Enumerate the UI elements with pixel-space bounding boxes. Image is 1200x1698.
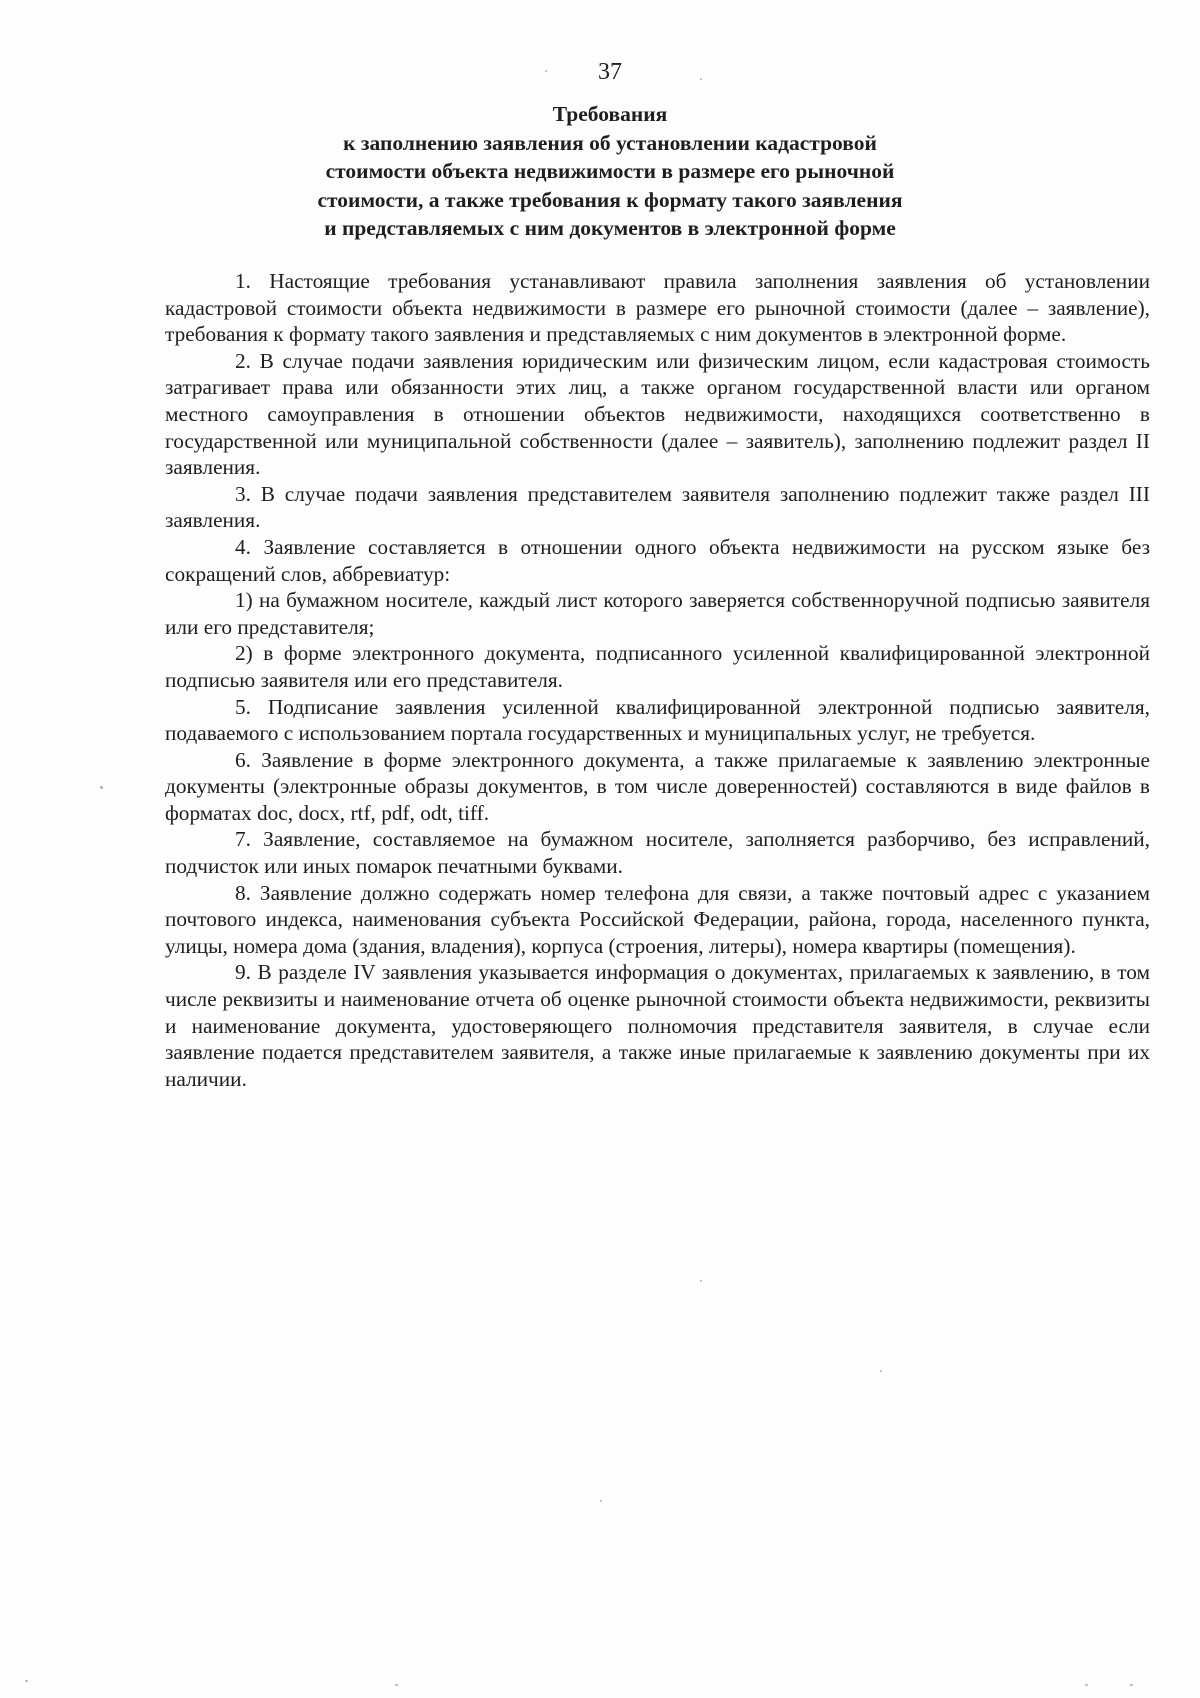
page-number: 37: [598, 59, 622, 85]
scan-speck: [880, 1370, 882, 1372]
paragraph-3: 3. В случае подачи заявления представителем заявителя заполнению подлежит также раздел III заявления.: [165, 481, 1150, 533]
title-line: к заполнению заявления об установлении кадастровой: [343, 130, 877, 155]
scan-speck: [1130, 1684, 1133, 1686]
document-title: [180, 100, 1040, 243]
title-line: и представляемых с ним документов в электронной форме: [324, 216, 896, 240]
title-line: Требования: [552, 102, 668, 126]
scan-speck: [100, 786, 103, 789]
scan-speck: [395, 1684, 398, 1686]
paragraph-7: 7. Заявление, составляемое на бумажном носителе, заполняется разборчиво, без исправлений, подчисток или иных помарок печатными буквами.: [165, 827, 1150, 879]
paragraph-2: 2. В случае подачи заявления юридическим или физическим лицом, если кадастровая стоимость затрагивает права или обязанности этих лиц, а также органом государственной власти или органом местного самоуправления в отношении объектов недвижимости, находящихся соответственно в государственной или муниципальной собственности (далее – заявитель), заполнению подлежит раздел II заявления.: [165, 348, 1150, 480]
scan-speck: [1085, 1684, 1088, 1686]
scan-speck: [700, 1280, 702, 1282]
scan-speck: [600, 1500, 602, 1502]
paragraph-1: 1. Настоящие требования устанавливают правила заполнения заявления об установлении кадастровой стоимости объекта недвижимости в размере его рыночной стоимости (далее – заявление), требования к формату такого заявления и представляемых с ним документов в электронной форме.: [165, 269, 1150, 347]
paragraph-8: 8. Заявление должно содержать номер телефона для связи, а также почтовый адрес с указанием почтового индекса, наименования субъекта Российской Федерации, района, города, населенного пункта, улицы, номера дома (здания, владения), корпуса (строения, литеры), номера квартиры (помещения).: [165, 880, 1150, 958]
paragraph-4-item-1: 1) на бумажном носителе, каждый лист которого заверяется собственноручной подписью заявителя или его представителя;: [165, 588, 1150, 639]
title-line: стоимости объекта недвижимости в размере его рыночной: [325, 159, 895, 183]
title-line: стоимости, а также требования к формату такого заявления: [317, 187, 903, 212]
paragraph-6: 6. Заявление в форме электронного документа, а также прилагаемые к заявлению электронные документы (электронные образы документов, в том числе доверенностей) составляются в виде файлов в форматах doc, docx, rtf, pdf, odt, tiff.: [165, 747, 1150, 825]
scan-speck: [545, 70, 547, 72]
paragraph-5: 5. Подписание заявления усиленной квалифицированной электронной подписью заявителя, подаваемого с использованием портала государственных и муниципальных услуг, не требуется.: [165, 694, 1150, 746]
scan-speck: [700, 78, 702, 80]
document-body: [165, 268, 1150, 1092]
paragraph-9: 9. В разделе IV заявления указывается информация о документах, прилагаемых к заявлению, в том числе реквизиты и наименование отчета об оценке рыночной стоимости объекта недвижимости, реквизиты и наименование документа, удостоверяющего полномочия представителя заявителя, в случае если заявление подается представителем заявителя, а также иные прилагаемые к заявлению документы при их наличии.: [165, 960, 1150, 1091]
scan-speck: [25, 1680, 28, 1682]
paragraph-4-item-2: 2) в форме электронного документа, подписанного усиленной квалифицированной электронной подписью заявителя или его представителя.: [165, 641, 1150, 692]
paragraph-4: 4. Заявление составляется в отношении одного объекта недвижимости на русском языке без сокращений слов, аббревиатур:: [165, 534, 1150, 586]
